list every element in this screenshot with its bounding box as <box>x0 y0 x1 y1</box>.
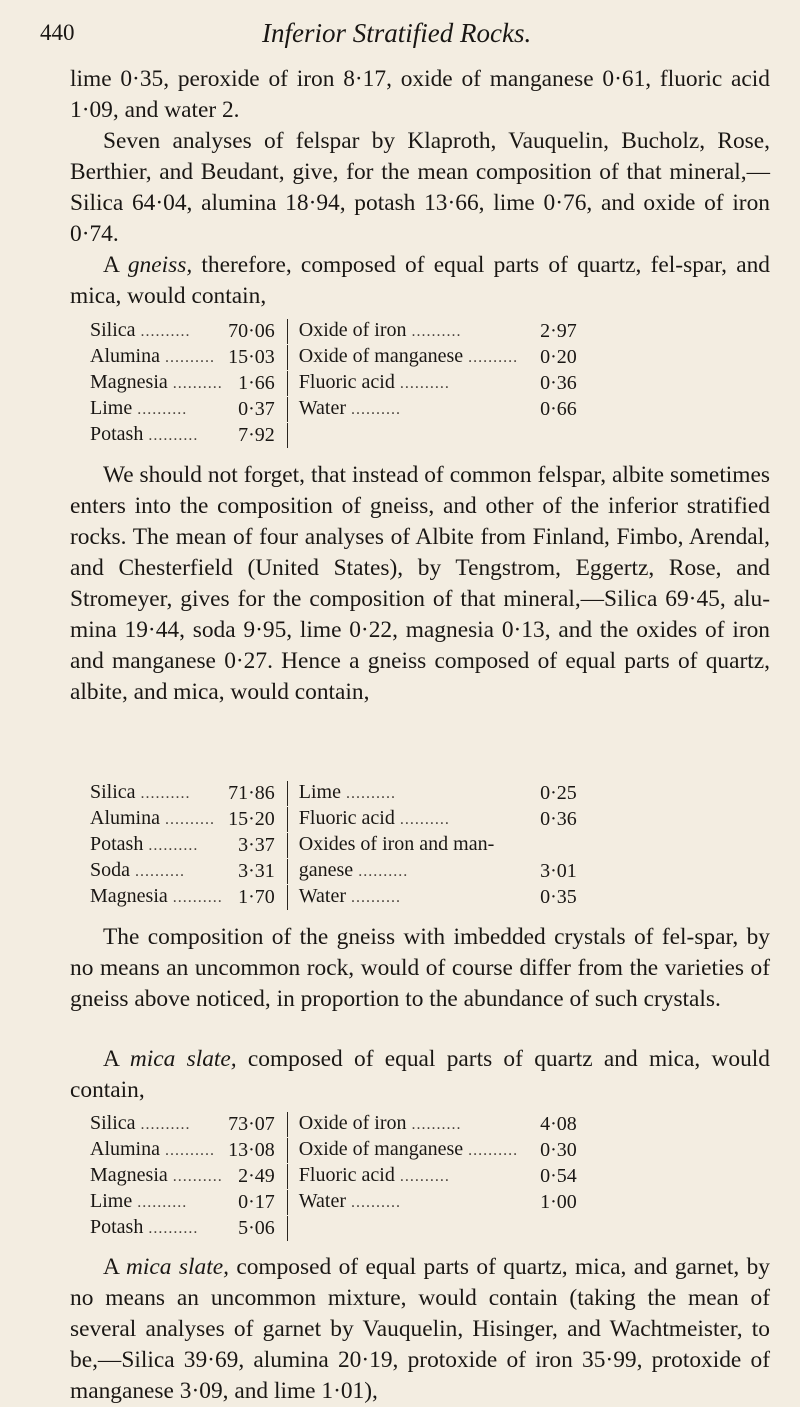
composition-table-albite-gneiss <box>90 780 790 910</box>
component-value: 1·66 <box>238 371 275 394</box>
composition-table-mica-slate <box>90 1111 790 1241</box>
component-value: 13·08 <box>228 1138 275 1161</box>
component-value: 71·86 <box>228 781 275 804</box>
paragraph-gneiss-intro <box>70 250 770 312</box>
paragraph-text: A gneiss, therefore, composed of equal parts of quartz, fel-spar, and mica, would contain, <box>70 252 770 309</box>
component-value: 0·25 <box>540 781 577 804</box>
paragraph-albite <box>70 460 770 708</box>
component-name: Potash <box>90 833 144 855</box>
composition-table <box>90 780 577 910</box>
paragraph-felspar-analyses <box>70 126 770 250</box>
component-name: Water <box>298 1190 347 1212</box>
component-name: Magnesia <box>90 885 168 907</box>
component-value: 0·35 <box>540 885 577 908</box>
component-name: Fluoric acid <box>298 371 395 393</box>
component-value: 5·06 <box>238 1216 275 1239</box>
component-value: 2·49 <box>238 1164 275 1187</box>
component-name: Oxide of iron <box>298 1112 407 1134</box>
composition-table <box>90 318 577 448</box>
paragraph-continuation <box>70 64 770 126</box>
component-name: Silica <box>90 781 136 803</box>
component-name: Oxides of iron and man- <box>298 833 495 855</box>
component-name: Potash <box>90 1216 144 1238</box>
table-row: Magnesia .......... 1·66 Fluoric acid .......... 0·36 <box>90 370 577 396</box>
component-value: 0·30 <box>540 1138 577 1161</box>
table-row: Potash .......... 5·06 <box>90 1215 577 1241</box>
table-row: Silica .......... 71·86 Lime .......... 0·25 <box>90 780 577 806</box>
page-number: 440 <box>40 20 75 45</box>
table-row: Magnesia .......... 2·49 Fluoric acid .......... 0·54 <box>90 1163 577 1189</box>
component-name: Alumina <box>90 345 160 367</box>
table-row: Silica .......... 73·07 Oxide of iron .......... 4·08 <box>90 1111 577 1137</box>
paragraph-text: The composition of the gneiss with imbedded crystals of fel-spar, by no means an uncommon rock, would of course differ from the varieties of gneiss above noticed, in proportion to the abundance of such crystals. <box>70 924 770 1012</box>
component-name: Silica <box>90 1112 136 1134</box>
paragraph-text: Seven analyses of felspar by Klaproth, Vauquelin, Bucholz, Rose, Berthier, and Beudant, give, for the mean composition of that mineral,—Silica 64·04, alumina 18·94, potash 13·66, lime 0·76, and oxide of iron 0·74. <box>70 128 770 247</box>
component-value: 15·03 <box>228 345 275 368</box>
component-name: Water <box>298 397 347 419</box>
paragraph-mica-slate-intro <box>70 1044 770 1106</box>
table-row: Alumina .......... 13·08 Oxide of manganese .......... 0·30 <box>90 1137 577 1163</box>
component-value: 0·66 <box>540 397 577 420</box>
table-row: Silica .......... 70·06 Oxide of iron .......... 2·97 <box>90 318 577 344</box>
component-name: Alumina <box>90 1138 160 1160</box>
table-row: Alumina .......... 15·03 Oxide of manganese .......... 0·20 <box>90 344 577 370</box>
component-value: 2·97 <box>540 319 577 342</box>
paragraph-text: lime 0·35, peroxide of iron 8·17, oxide of manganese 0·61, fluoric acid 1·09, and water 2. <box>70 66 770 123</box>
component-value <box>529 832 577 858</box>
table-row: Lime .......... 0·37 Water .......... 0·66 <box>90 396 577 422</box>
table-row: Potash .......... 7·92 <box>90 422 577 448</box>
component-value: 70·06 <box>228 319 275 342</box>
component-name: Soda <box>90 859 130 881</box>
component-name: Lime <box>298 781 341 803</box>
table-row: Magnesia .......... 1·70 Water .......... 0·35 <box>90 884 577 910</box>
component-value: 0·20 <box>540 345 577 368</box>
paragraph-text: A mica slate, composed of equal parts of quartz and mica, would contain, <box>70 1046 770 1103</box>
component-value: 3·37 <box>238 833 275 856</box>
component-name: Oxide of iron <box>298 319 407 341</box>
component-name: Magnesia <box>90 1164 168 1186</box>
term-mica-slate: mica slate, <box>129 1046 237 1072</box>
component-name: Oxide of manganese <box>298 345 464 367</box>
composition-table <box>90 1111 577 1241</box>
table-row: Soda .......... 3·31 ganese .......... 3·01 <box>90 858 577 884</box>
component-value: 4·08 <box>540 1112 577 1135</box>
component-name: Silica <box>90 319 136 341</box>
component-name: Fluoric acid <box>298 1164 395 1186</box>
component-value: 3·01 <box>540 859 577 882</box>
component-name: Magnesia <box>90 371 168 393</box>
paragraph-crystals <box>70 922 770 1015</box>
table-row: Lime .......... 0·17 Water .......... 1·00 <box>90 1189 577 1215</box>
paragraph-garnet <box>70 1252 770 1407</box>
running-header <box>0 16 800 50</box>
term-gneiss: gneiss, <box>127 252 193 278</box>
paragraph-text: We should not forget, that instead of common felspar, albite sometimes enters into the composition of gneiss, and other of the inferior stratified rocks. The mean of four analyses of Albite from Finland, Fimbo, Arendal, and Chesterfield (United States), by Tengstrom, Eggertz, Rose, and Stromeyer, gives for the composition of that mineral,—Silica 69·45, alu-mina 19·44, soda 9·95, lime 0·22, magnesia 0·13, and the oxides of iron and manganese 0·27. Hence a gneiss composed of equal parts of quartz, albite, and mica, would contain, <box>70 462 770 705</box>
component-name: Oxide of manganese <box>298 1138 464 1160</box>
component-name: Fluoric acid <box>298 807 395 829</box>
component-value: 0·17 <box>238 1190 275 1213</box>
component-value <box>529 1215 577 1241</box>
component-name: Lime <box>90 397 133 419</box>
paragraph-text: A mica slate, composed of equal parts of quartz, mica, and garnet, by no means an uncommon mixture, would contain (taking the mean of several analyses of garnet by Vauquelin, Hisinger, and Wachtmeister, to be,—Silica 39·69, alumina 20·19, protoxide of iron 35·99, protoxide of manganese 3·09, and lime 1·01), <box>70 1254 770 1404</box>
component-value: 3·31 <box>238 859 275 882</box>
component-value: 73·07 <box>228 1112 275 1135</box>
running-title: Inferior Stratified Rocks. <box>262 18 532 48</box>
term-mica-slate: mica slate, <box>126 1254 229 1280</box>
component-value: 1·00 <box>540 1190 577 1213</box>
component-value: 7·92 <box>238 423 275 446</box>
component-name: ganese <box>298 859 354 881</box>
component-name: Water <box>298 885 347 907</box>
component-value: 0·36 <box>540 371 577 394</box>
component-name: Potash <box>90 423 144 445</box>
composition-table-gneiss <box>90 318 790 448</box>
component-value: 15·20 <box>228 807 275 830</box>
component-value: 1·70 <box>238 885 275 908</box>
component-name: Lime <box>90 1190 133 1212</box>
table-row: Alumina .......... 15·20 Fluoric acid .......... 0·36 <box>90 806 577 832</box>
component-name: Alumina <box>90 807 160 829</box>
table-row: Potash .......... 3·37 Oxides of iron and man- <box>90 832 577 858</box>
component-value <box>529 422 577 448</box>
component-value: 0·36 <box>540 807 577 830</box>
component-value: 0·54 <box>540 1164 577 1187</box>
component-value: 0·37 <box>238 397 275 420</box>
